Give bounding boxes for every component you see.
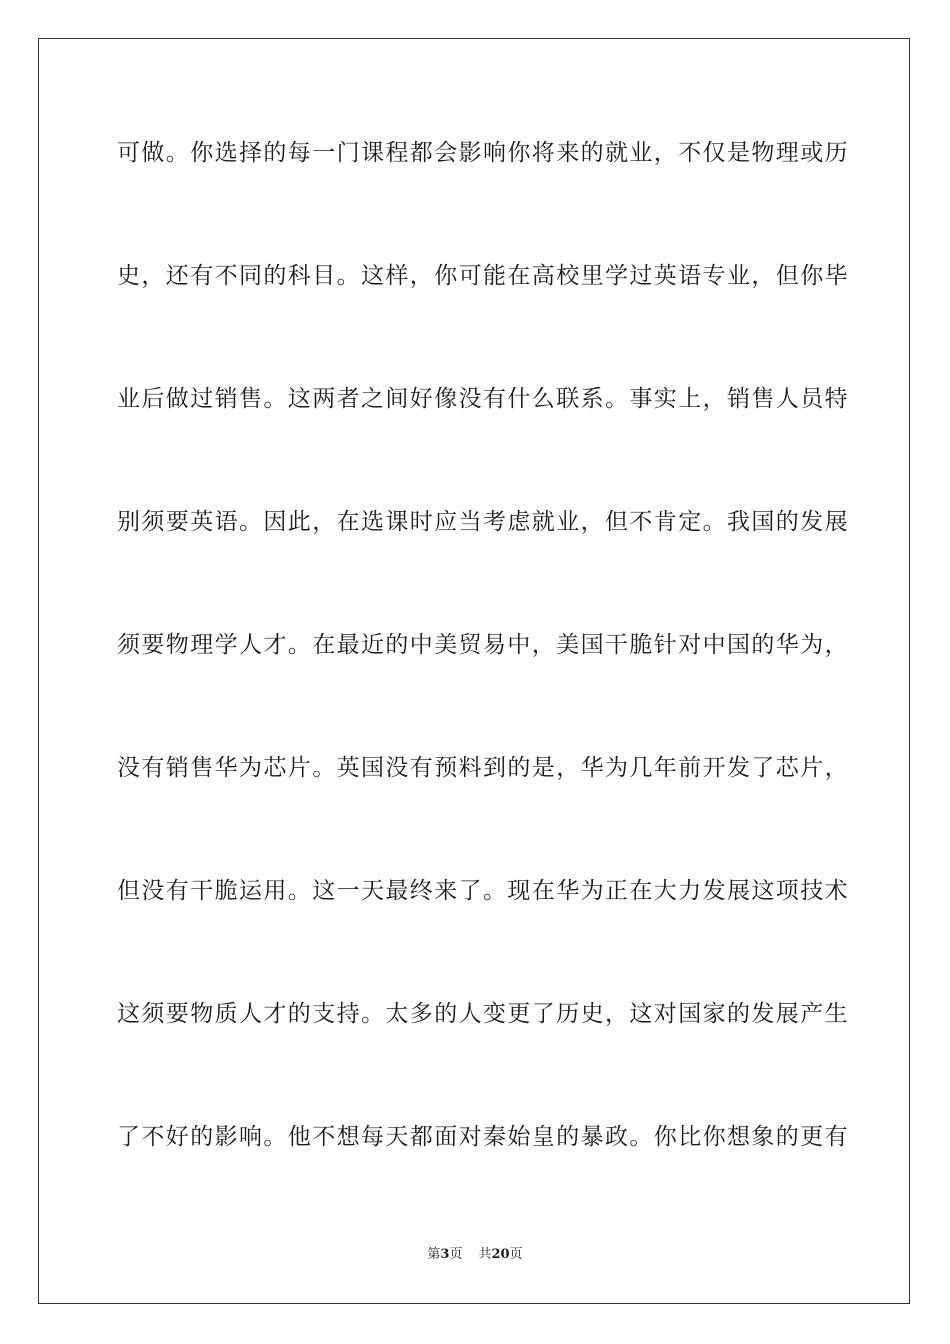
body-line-9: 了不好的影响。他不想每天都面对秦始皇的暴政。你比你想象的更有 bbox=[117, 1124, 849, 1150]
body-line-7: 但没有干脆运用。这一天最终来了。现在华为正在大力发展这项技术 bbox=[117, 878, 849, 904]
body-line-4: 别须要英语。因此，在选课时应当考虑就业，但不肯定。我国的发展 bbox=[117, 509, 849, 535]
page-footer bbox=[0, 1246, 950, 1264]
body-line-5: 须要物理学人才。在最近的中美贸易中，美国干脆针对中国的华为， bbox=[117, 632, 849, 658]
body-line-8: 这须要物质人才的支持。太多的人变更了历史，这对国家的发展产生 bbox=[117, 1001, 849, 1027]
page-prefix: 第 bbox=[427, 1247, 441, 1262]
total-prefix: 共 bbox=[478, 1247, 492, 1262]
body-line-1: 可做。你选择的每一门课程都会影响你将来的就业，不仅是物理或历 bbox=[117, 140, 849, 166]
page-border bbox=[38, 38, 910, 1304]
body-line-2: 史，还有不同的科目。这样，你可能在高校里学过英语专业，但你毕 bbox=[117, 263, 849, 289]
total-pages: 20 bbox=[491, 1247, 510, 1262]
total-suffix: 页 bbox=[509, 1247, 523, 1262]
page-number: 3 bbox=[440, 1247, 450, 1262]
body-line-3: 业后做过销售。这两者之间好像没有什么联系。事实上，销售人员特 bbox=[117, 386, 849, 412]
body-line-6: 没有销售华为芯片。英国没有预料到的是，华为几年前开发了芯片， bbox=[117, 755, 849, 781]
page-suffix: 页 bbox=[449, 1247, 463, 1262]
